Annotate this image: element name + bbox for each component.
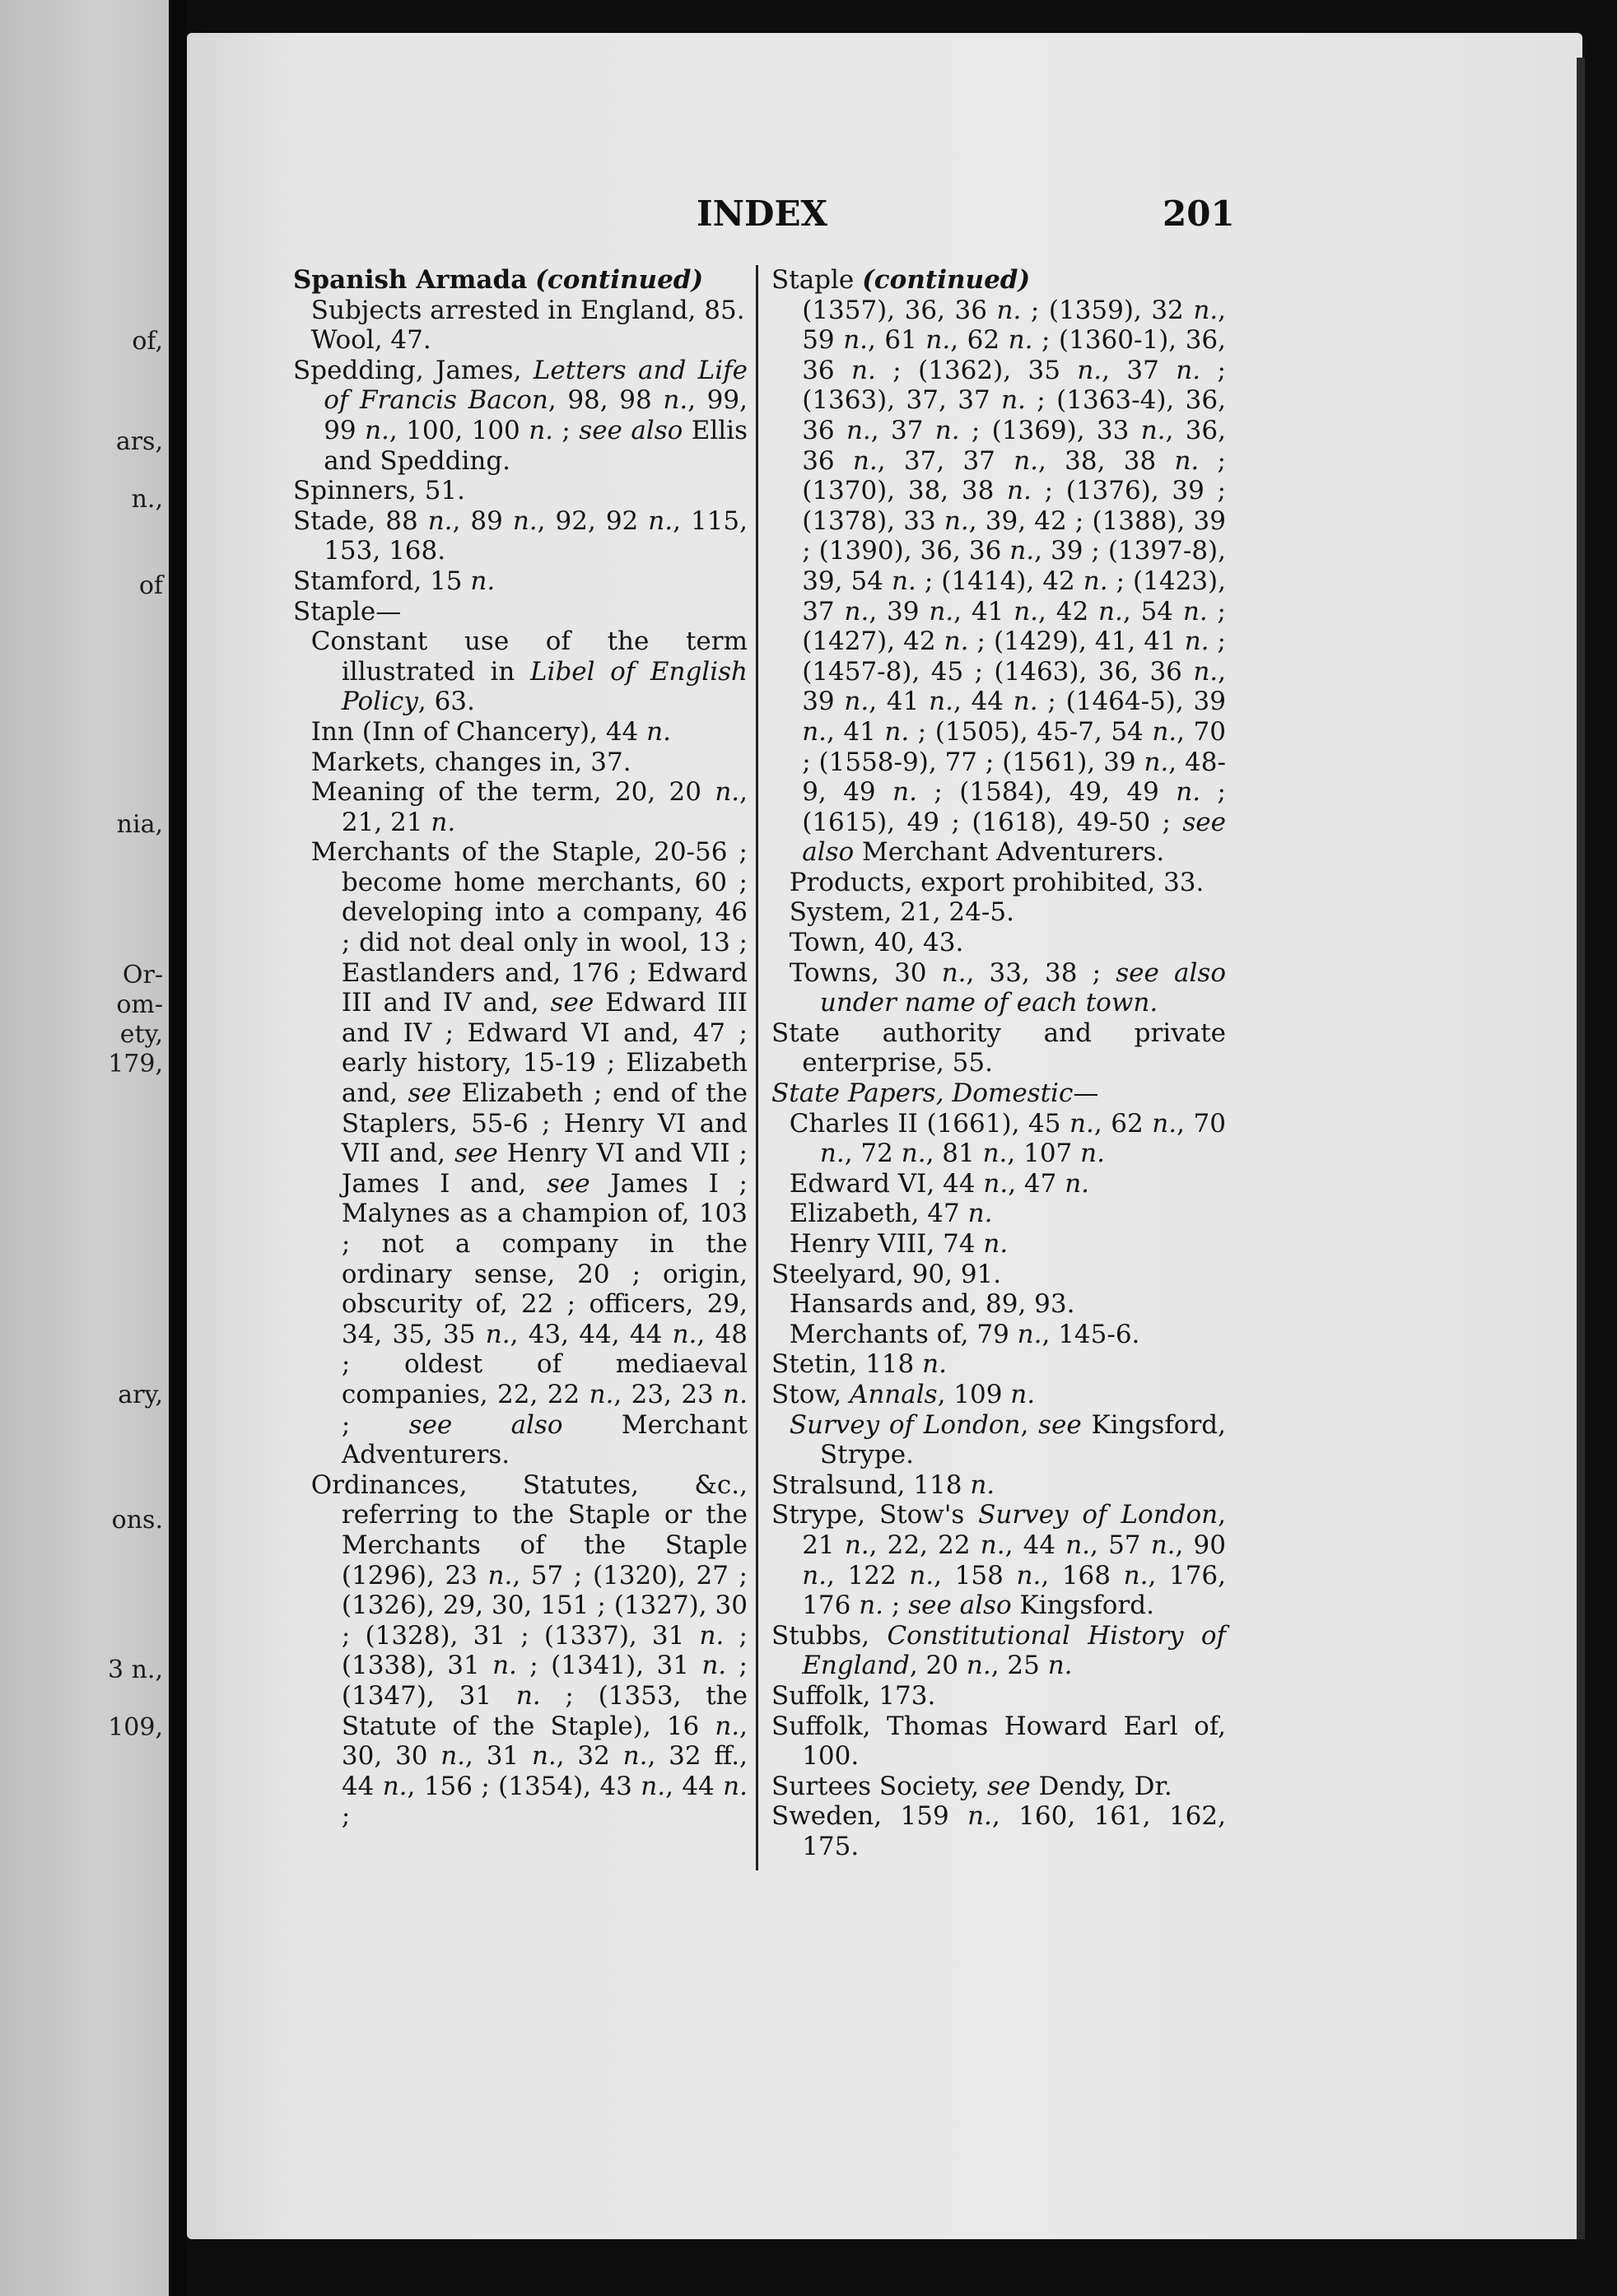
index-entry: Ordinances, Statutes, &c., referring to the Staple or the Merchants of the Staple (1296), 23 n., 57 ; (1320), 27 ; (1326), 29, 30, 151 ; (1327), 30 ; (1328), 31 ; (1337), 31 n. ; (1338), 31 n. ; (1341), 31 n. ; (1347), 31 n. ; (1353, the Statute of the Staple), 16 n., 30, 30 n., 31 n., 32 n., 32 ff., 44 n., 156 ; (1354), 43 n., 44 n. ; [310, 1469, 748, 1832]
page-right-edge [1577, 58, 1585, 2239]
index-entry: Towns, 30 n., 33, 38 ; see also under name of each town. [789, 957, 1226, 1018]
index-entry: Town, 40, 43. [789, 928, 964, 958]
index-entry: Hansards and, 89, 93. [789, 1289, 1075, 1320]
index-entry: Stubbs, Constitutional History of England, 20 n., 25 n. [771, 1620, 1227, 1681]
index-entry: Spinners, 51. [293, 476, 466, 506]
index-entry: Stow, Annals, 109 n. [771, 1379, 1036, 1409]
previous-page-text-fragment: ary, [118, 1381, 163, 1409]
index-entry: Merchants of the Staple, 20-56 ; become home merchants, 60 ; developing into a company, 46 ; did not deal only in wool, 13 ; Eastlanders and, 176 ; Edward III and IV and, see Edward III and IV ; Edward VI and, 47 ; early history, 15-19 ; Elizabeth and, see Elizabeth ; end of the Staplers, 55-6 ; Henry VI and VII and, see Henry VI and VII ; James I and, see James I ; Malynes as a champion of, 103 ; not a company in the ordinary sense, 20 ; origin, obscurity of, 22 ; officers, 29, 34, 35, 35 n., 43, 44, 44 n., 48 ; oldest of mediaeval companies, 22, 22 n., 23, 23 n. ; see also Merchant Adventurers. [310, 837, 748, 1470]
index-entry: Surtees Society, see Dendy, Dr. [771, 1771, 1172, 1801]
previous-page-text-fragment: 179, [108, 1050, 163, 1078]
index-entry: Charles II (1661), 45 n., 62 n., 70 n., 72 n., 81 n., 107 n. [789, 1108, 1226, 1169]
index-entry: Merchants of, 79 n., 145-6. [789, 1319, 1140, 1349]
column-divider [756, 265, 758, 1870]
index-entry: State authority and private enterprise, 55. [771, 1018, 1226, 1078]
index-entry: Strype, Stow's Survey of London, 21 n., 22, 22 n., 44 n., 57 n., 90 n., 122 n., 158 n., 168 n., 176, 176 n. ; see also Kingsford. [771, 1500, 1227, 1621]
index-entry: Meaning of the term, 20, 20 n., 21, 21 n. [310, 777, 748, 837]
previous-page-text-fragment: om- [116, 990, 163, 1019]
index-entry: Staple (continued) [771, 265, 1031, 295]
book-gutter [169, 0, 187, 2296]
index-entry: Inn (Inn of Chancery), 44 n. [310, 716, 671, 747]
index-entry: Suffolk, Thomas Howard Earl of, 100. [771, 1711, 1226, 1772]
index-entry: Henry VIII, 74 n. [789, 1229, 1009, 1259]
index-entry: Survey of London, see Kingsford, Strype. [789, 1409, 1226, 1470]
index-entry: Wool, 47. [310, 325, 431, 356]
index-entry: Elizabeth, 47 n. [789, 1199, 993, 1229]
previous-page-text-fragment: n., [131, 485, 163, 514]
previous-page-text-fragment: Or- [122, 961, 163, 990]
previous-page-text-fragment: of, [132, 327, 163, 356]
previous-page-text-fragment: 109, [108, 1713, 163, 1742]
index-entry: Stralsund, 118 n. [771, 1469, 995, 1500]
index-column-left [293, 265, 748, 1832]
index-column-right [771, 265, 1226, 1861]
index-entry: Staple— [293, 596, 402, 626]
index-entry: (1357), 36, 36 n. ; (1359), 32 n., 59 n., 61 n., 62 n. ; (1360-1), 36, 36 n. ; (1362), 35 n., 37 n. ; (1363), 37, 37 n. ; (1363-4), 36, 36 n., 37 n. ; (1369), 33 n., 36, 36 n., 37, 37 n., 38, 38 n. ; (1370), 38, 38 n. ; (1376), 39 ; (1378), 33 n., 39, 42 ; (1388), 39 ; (1390), 36, 36 n., 39 ; (1397-8), 39, 54 n. ; (1414), 42 n. ; (1423), 37 n., 39 n., 41 n., 42 n., 54 n. ; (1427), 42 n. ; (1429), 41, 41 n. ; (1457-8), 45 ; (1463), 36, 36 n., 39 n., 41 n., 44 n. ; (1464-5), 39 n., 41 n. ; (1505), 45-7, 54 n., 70 ; (1558-9), 77 ; (1561), 39 n., 48-9, 49 n. ; (1584), 49, 49 n. ; (1615), 49 ; (1618), 49-50 ; see also Merchant Adventurers. [802, 295, 1227, 868]
index-entry: Stamford, 15 n. [293, 566, 496, 596]
index-entry: State Papers, Domestic— [771, 1078, 1099, 1109]
previous-page-text-fragment: nia, [116, 810, 163, 839]
index-entry: System, 21, 24-5. [789, 897, 1014, 928]
index-entry: Stade, 88 n., 89 n., 92, 92 n., 115, 153, 168. [293, 505, 748, 566]
index-entry: Steelyard, 90, 91. [771, 1259, 1002, 1289]
index-entry: Spedding, James, Letters and Life of Francis Bacon, 98, 98 n., 99, 99 n., 100, 100 n. ; see also Ellis and Spedding. [293, 355, 748, 476]
index-entry: Sweden, 159 n., 160, 161, 162, 175. [771, 1801, 1226, 1861]
previous-page-text-fragment: ons. [111, 1506, 163, 1535]
index-entry: Subjects arrested in England, 85. [310, 295, 745, 325]
index-entry: Constant use of the term illustrated in Libel of English Policy, 63. [310, 626, 748, 717]
page-header-title: INDEX [697, 193, 828, 234]
previous-page-text-fragment: 3 n., [107, 1656, 163, 1684]
index-entry: Products, export prohibited, 33. [789, 867, 1205, 897]
index-entry: Markets, changes in, 37. [310, 747, 631, 777]
previous-page-text-fragment: ety, [119, 1020, 163, 1049]
index-entry: Stetin, 118 n. [771, 1349, 947, 1380]
previous-page-text-fragment: of [138, 571, 163, 600]
page-number: 201 [1163, 193, 1235, 234]
previous-page-text-fragment: ars, [115, 427, 163, 456]
index-entry: Spanish Armada (continued) [293, 265, 704, 295]
index-entry: Suffolk, 173. [771, 1680, 936, 1711]
index-entry: Edward VI, 44 n., 47 n. [789, 1168, 1090, 1199]
